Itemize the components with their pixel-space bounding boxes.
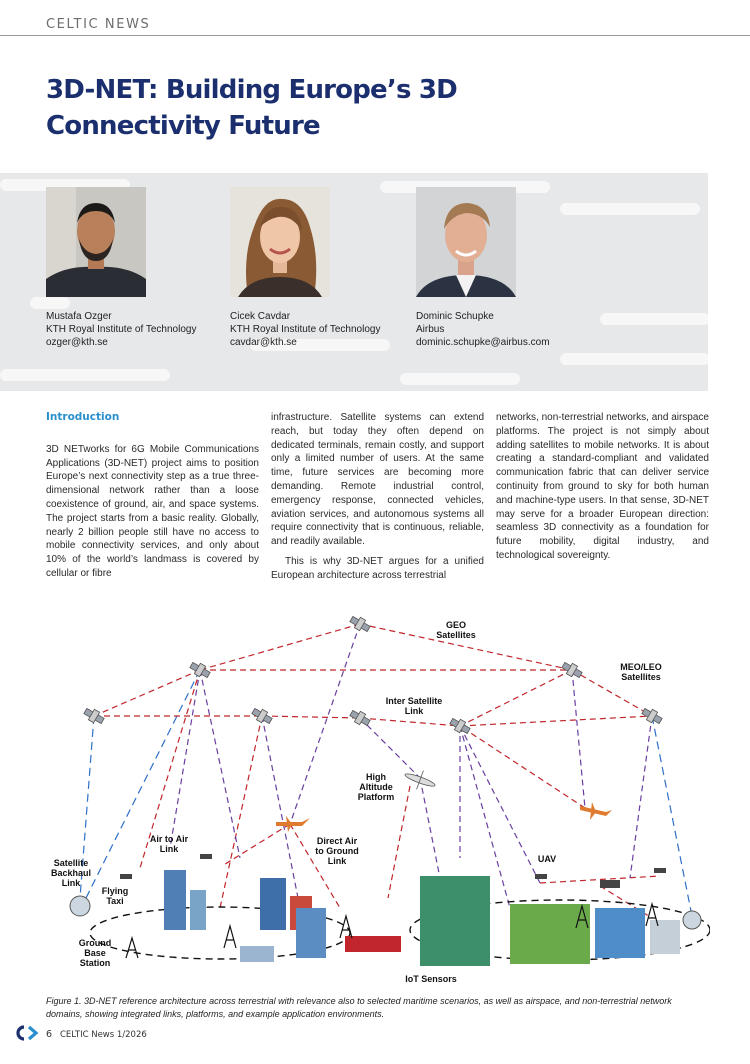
body-paragraph: 3D NETworks for 6G Mobile Communications Applications (3D-NET) project aims to position Europe’s next connectivity step as a true three-dimensional network rather than a loose coexistence of ground, air, and space systems. The project starts from a basic reality. Globally, nearly 2 billion people still have no access to mobile connectivity services, and only about 10% of the world’s landmass is covered by cellular or fibre: [46, 443, 259, 579]
authors-band: [0, 173, 708, 391]
author-name-1: Mustafa Ozger: [46, 311, 112, 322]
ground-dish-icon: [683, 911, 701, 929]
purple-links: [170, 624, 652, 908]
label-iot: IoT Sensors: [405, 974, 457, 984]
author-email-1[interactable]: ozger@kth.se: [46, 337, 108, 348]
label-geo: GEO Satellites: [436, 620, 476, 640]
intro-heading: Introduction: [46, 411, 120, 423]
label-ground-base: Ground Base Station: [78, 938, 112, 968]
architecture-figure: [40, 608, 710, 990]
figure-caption: Figure 1. 3D-NET reference architecture across terrestrial with relevance also to selected maritime scenarios, as well as airspace, and non-terrestrial network domains, showing integrated links, platforms, and example application environments.: [46, 996, 672, 1019]
author-photo-1: [46, 187, 146, 297]
body-column-1: [46, 411, 259, 581]
airplane-icons: [276, 802, 612, 832]
author-photo-3: [416, 187, 516, 297]
author-name-2: Cicek Cavdar: [230, 311, 291, 322]
label-flying-taxi: Flying Taxi: [101, 886, 129, 906]
author-email-2[interactable]: cavdar@kth.se: [230, 337, 297, 348]
author-email-3[interactable]: dominic.schupke@airbus.com: [416, 337, 550, 348]
article-title: [46, 72, 686, 144]
author-photo-2: [230, 187, 330, 297]
label-inter-satellite: Inter Satellite Link: [385, 696, 443, 716]
author-org-3: Airbus: [416, 324, 445, 335]
author-name-3: Dominic Schupke: [416, 311, 494, 322]
body-paragraph: infrastructure. Satellite systems can extend reach, but today they often depend on dedicated terminals, remain costly, and support only a limited number of users. At the same time, future services are becoming more demanding. Remote industrial control, emergency response, connected vehicles, aviation services, and autonomous systems all require connectivity that is continuous, reliable, and readily available.: [271, 412, 484, 548]
title-line-1: 3D-NET: Building Europe’s 3D: [46, 75, 457, 105]
header-divider: [0, 35, 750, 36]
body-paragraph: networks, non-terrestrial networks, and airspace platforms. The project is not simply about adding satellites to mobile networks. It is about creating a standard-compliant and validated communication fabric that can deliver service continuity from ground to sky for both human and machine-type users. In that sense, 3D-NET may serve for a broader European direction: seamless 3D connectivity as a foundation for future mobility, digital industry, and technological sovereignty.: [496, 412, 709, 561]
author-org-2: KTH Royal Institute of Technology: [230, 324, 381, 335]
drone-icons: [120, 854, 666, 888]
title-line-2: Connectivity Future: [46, 111, 320, 141]
ground-dish-icon: [70, 896, 90, 916]
body-paragraph: This is why 3D-NET argues for a unified European architecture across terrestrial: [271, 555, 484, 581]
celtic-logo-icon: [12, 1024, 40, 1042]
author-card-1: [46, 187, 196, 349]
author-card-3: [416, 187, 550, 349]
author-org-1: KTH Royal Institute of Technology: [46, 324, 197, 335]
issue-label: CELTIC News 1/2026: [60, 1030, 147, 1040]
label-direct-air-ground: Direct Air to Ground Link: [315, 836, 359, 866]
page-number: 6: [46, 1029, 53, 1040]
label-air-to-air: Air to Air Link: [149, 834, 189, 854]
label-uav: UAV: [537, 854, 557, 864]
label-backhaul: Satellite Backhaul Link: [50, 858, 92, 888]
label-hap: High Altitude Platform: [357, 772, 395, 802]
section-label: CELTIC NEWS: [46, 17, 151, 32]
author-card-2: [230, 187, 380, 349]
satellite-icons: [82, 614, 663, 736]
body-column-3: [496, 411, 709, 563]
body-column-2: [271, 411, 484, 583]
label-meo-leo: MEO/LEO Satellites: [620, 662, 662, 682]
